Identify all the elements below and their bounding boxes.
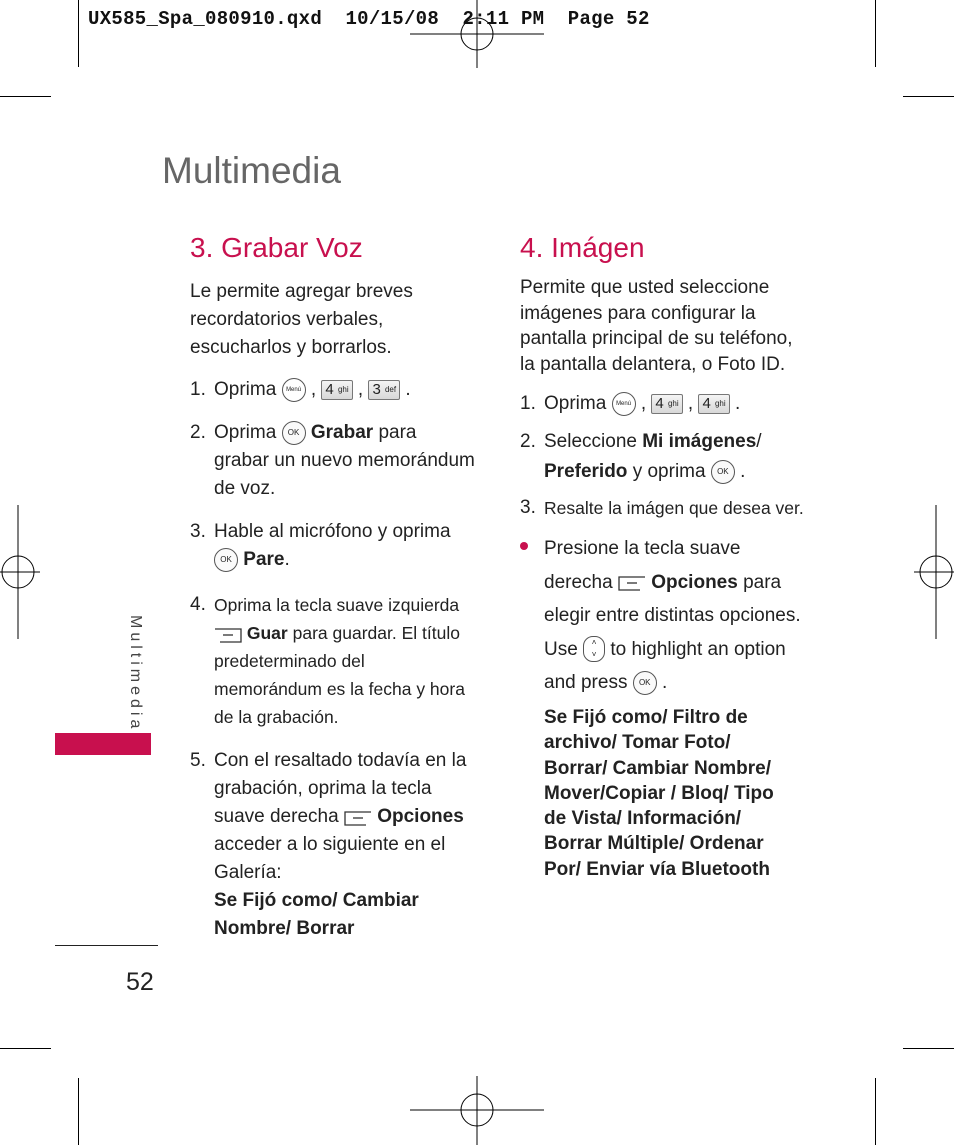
intro-line: la pantalla delantera, o Foto ID.: [520, 353, 786, 375]
key-letters: ghi: [714, 398, 726, 408]
step-number: 4.: [190, 594, 206, 615]
step-4: [190, 591, 484, 731]
step-bold: Mi imágenes: [642, 431, 757, 452]
step-bold: Opciones: [651, 571, 738, 593]
intro-line: escucharlos y borrarlos.: [190, 337, 392, 358]
step-5: [190, 747, 484, 943]
step-2: 2. Seleccione Mi imágenes/ Preferido y oprima OK .: [544, 427, 762, 487]
intro-line: Permite que usted seleccione: [520, 277, 770, 298]
options-list: [544, 705, 774, 882]
intro-line: Le permite agregar breves: [190, 281, 413, 302]
registration-mark-icon: [0, 505, 40, 639]
step-number: 3.: [520, 497, 536, 518]
step-text: to highlight an option: [610, 638, 786, 660]
section-tab-bar: [55, 733, 151, 755]
key-digit: 3: [372, 380, 381, 398]
step-text: para guardar. El título: [292, 623, 460, 643]
section-title-grabar-voz: 3. Grabar Voz: [190, 232, 363, 263]
page-title: Multimedia: [162, 150, 341, 191]
step-text: derecha: [544, 571, 613, 593]
section-intro: [520, 275, 793, 377]
step-text: para: [378, 422, 417, 443]
step-bold: Preferido: [544, 461, 628, 482]
step-number: 1.: [190, 379, 206, 400]
page-number: 52: [126, 968, 154, 996]
step-number: 2.: [520, 431, 536, 452]
key-letters: def: [384, 384, 397, 394]
left-soft-key-icon: [214, 625, 242, 643]
step-text: Use: [544, 638, 578, 660]
crop-mark: [78, 1078, 79, 1145]
ok-key-icon: OK: [633, 671, 657, 695]
crop-mark: [875, 1078, 876, 1145]
step-bold: Opciones: [377, 806, 464, 827]
key-letters: ghi: [667, 398, 679, 408]
step-bold: Pare: [243, 549, 285, 570]
ok-key-icon: OK: [711, 460, 735, 484]
step-bold: Se Fijó como/ Cambiar: [214, 890, 419, 911]
crop-mark: [0, 1048, 51, 1049]
ok-key-icon: OK: [282, 421, 306, 445]
step-text: Seleccione: [544, 431, 637, 452]
step-2: [190, 419, 484, 503]
step-text: Galería:: [214, 862, 282, 883]
step-text: predeterminado del: [214, 651, 365, 671]
step-number: 2.: [190, 422, 206, 443]
option-line: Borrar Múltiple/ Ordenar: [544, 833, 764, 855]
side-tab-label: Multimedia: [127, 615, 144, 733]
step-text: Presione la tecla suave: [544, 538, 741, 559]
step-text: Oprima: [214, 422, 277, 443]
intro-line: pantalla principal de su teléfono,: [520, 328, 793, 349]
key-4-icon: [651, 394, 682, 414]
registration-mark-icon: [914, 505, 954, 639]
bullet-item: Presione la tecla suave derecha Opciones para elegir entre distintas opciones. Use ˄ ˅ to highlight an option and press OK .: [544, 532, 801, 700]
step-text: Oprima: [214, 379, 277, 400]
section-intro: [190, 278, 413, 362]
step-number: 3.: [190, 521, 206, 542]
right-soft-key-icon: [344, 808, 372, 826]
nav-key-icon: ˄ ˅: [583, 636, 605, 662]
step-bold: Grabar: [310, 422, 374, 443]
print-header: UX585_Spa_080910.qxd 10/15/08 2:11 PM Page 52: [88, 8, 650, 30]
step-bold: Guar: [246, 623, 288, 643]
right-soft-key-icon: [618, 573, 646, 591]
key-4-icon: [321, 380, 352, 400]
step-text: /: [756, 431, 762, 452]
step-text: para: [743, 571, 782, 593]
menu-key-icon: Menú: [612, 392, 636, 416]
option-line: Por/ Enviar vía Bluetooth: [544, 858, 770, 880]
crop-mark: [903, 96, 954, 97]
step-3: [520, 494, 804, 522]
step-1: 1. Oprima Menú , 4 $^{ghi}$ , 4 $^{ghi}$ .: [544, 390, 740, 418]
crop-mark: [0, 96, 51, 97]
step-3: [190, 518, 451, 574]
menu-key-icon: Menú: [282, 378, 306, 402]
step-text: elegir entre distintas opciones.: [544, 605, 801, 626]
step-text: and press: [544, 672, 628, 693]
step-text: grabar un nuevo memorándum: [214, 450, 475, 471]
step-1: 1. Oprima Menú , 4 $^{ghi}$ , 3 $^{def}$ .: [214, 376, 411, 404]
step-text: Hable al micrófono y oprima: [214, 521, 451, 542]
step-text: y oprima: [632, 461, 706, 482]
step-text: de voz.: [214, 478, 276, 499]
crop-mark: [875, 0, 876, 67]
step-bold: Nombre/ Borrar: [214, 918, 355, 939]
bullet-icon: [520, 542, 528, 550]
key-digit: 4: [702, 394, 711, 412]
intro-line: recordatorios verbales,: [190, 309, 384, 330]
step-text: grabación, oprima la tecla: [214, 778, 432, 799]
crop-mark: [78, 0, 79, 67]
step-text: Con el resaltado todavía en la: [214, 750, 467, 771]
ok-key-icon: OK: [214, 548, 238, 572]
option-line: Se Fijó como/ Filtro de: [544, 707, 748, 728]
step-number: 1.: [520, 393, 536, 414]
step-text: memorándum es la fecha y hora: [214, 679, 465, 699]
key-digit: 4: [325, 380, 334, 398]
step-text: de la grabación.: [214, 707, 339, 727]
step-text: .: [284, 549, 290, 570]
crop-mark: [903, 1048, 954, 1049]
section-title-imagen: 4. Imágen: [520, 232, 645, 263]
step-text: Oprima: [544, 393, 607, 414]
option-line: de Vista/ Información/: [544, 808, 742, 830]
step-text: Resalte la imágen que desea ver.: [544, 498, 804, 518]
option-line: Borrar/ Cambiar Nombre/: [544, 757, 772, 779]
intro-line: imágenes para configurar la: [520, 302, 756, 324]
step-text: Oprima la tecla suave izquierda: [214, 595, 460, 615]
key-digit: 4: [655, 394, 664, 412]
divider: [55, 945, 158, 946]
step-text: acceder a lo siguiente en el: [214, 834, 446, 855]
registration-mark-icon: [410, 1076, 544, 1145]
option-line: archivo/ Tomar Foto/: [544, 732, 731, 754]
key-4-icon: [698, 394, 729, 414]
step-number: 5.: [190, 750, 206, 771]
key-3-icon: [368, 380, 400, 400]
option-line: Mover/Copiar / Bloq/ Tipo: [544, 782, 774, 804]
key-letters: ghi: [337, 384, 349, 394]
step-text: suave derecha: [214, 806, 339, 827]
